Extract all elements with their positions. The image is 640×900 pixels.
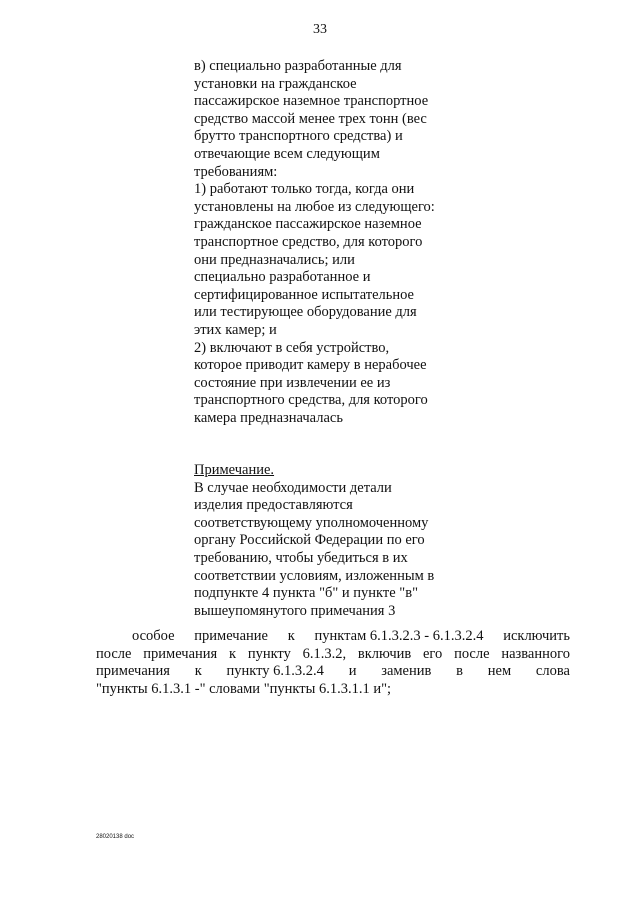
note-line: вышеупомянутого примечания 3 <box>194 602 396 619</box>
paragraph-line: пассажирское наземное транспортное <box>194 93 429 110</box>
word: и <box>348 663 357 680</box>
amendment-paragraph <box>96 628 570 698</box>
paragraph-line: транспортного средства, для которого <box>194 392 428 409</box>
word: после <box>454 645 490 662</box>
note-line: соответствующему уполномоченному <box>194 514 429 531</box>
word: к <box>194 663 202 680</box>
word: включив <box>357 645 412 662</box>
word: пункту 6.1.3.2.4 <box>226 663 324 680</box>
word: исключить <box>503 628 570 644</box>
note-line: соответствии условиям, изложенным в <box>194 567 435 584</box>
word: слова <box>535 663 570 680</box>
paragraph-line: 1) работают только тогда, когда они <box>194 181 415 198</box>
word: особое <box>132 628 175 644</box>
word: нем <box>487 663 512 680</box>
paragraph-line: этих камер; и <box>194 321 277 338</box>
word: пунктам 6.1.3.2.3 - 6.1.3.2.4 <box>314 628 484 644</box>
paragraph-line: требованиям: <box>194 163 278 180</box>
paragraph-line: 2) включают в себя устройство, <box>194 339 390 356</box>
amendment-line-2 <box>96 646 570 664</box>
word: 6.1.3.2, <box>302 645 347 662</box>
paragraph-line: установки на гражданское <box>194 75 357 92</box>
paragraph-line: состояние при извлечении ее из <box>194 374 391 391</box>
paragraph-line: они предназначались; или <box>194 251 355 268</box>
word: примечания <box>96 663 170 680</box>
document-code: 28020138 doc <box>96 834 135 840</box>
amendment-line-1 <box>96 628 570 646</box>
word: в <box>456 663 463 680</box>
paragraph-line: или тестирующее оборудование для <box>194 304 417 321</box>
word: примечания <box>143 645 218 662</box>
word: к <box>287 628 295 644</box>
note-line: изделия предоставляются <box>194 497 353 514</box>
word: к <box>228 645 237 662</box>
paragraph-line: установлены на любое из следующего: <box>194 198 435 215</box>
note-title: Примечание. <box>194 462 275 478</box>
note-line: подпункте 4 пункта "б" и пункте "в" <box>194 585 418 602</box>
paragraph-line: которое приводит камеру в нерабочее <box>194 357 427 374</box>
paragraph-line: сертифицированное испытательное <box>194 286 414 303</box>
note-line: органу Российской Федерации по его <box>194 532 425 549</box>
word: его <box>423 645 443 662</box>
paragraph-line: в) специально разработанные для <box>194 58 402 74</box>
paragraph-line: гражданское пассажирское наземное <box>194 216 422 233</box>
paragraph-c <box>194 58 494 427</box>
word: заменив <box>381 663 432 680</box>
note-block <box>194 462 494 620</box>
paragraph-line: транспортное средство, для которого <box>194 233 423 250</box>
word: примечание <box>194 628 268 644</box>
paragraph-line: специально разработанное и <box>194 269 371 286</box>
note-line: требованию, чтобы убедиться в их <box>194 549 408 566</box>
note-line: В случае необходимости детали <box>194 479 392 496</box>
paragraph-line: камера предназначалась <box>194 409 343 426</box>
amendment-line-4: "пункты 6.1.3.1 -" словами "пункты 6.1.3.1.1 и"; <box>96 680 392 697</box>
paragraph-line: брутто транспортного средства) и <box>194 128 403 145</box>
amendment-line-3 <box>96 663 570 681</box>
word: названного <box>501 645 570 662</box>
word: после <box>96 645 132 662</box>
word: пункту <box>247 645 291 662</box>
paragraph-line: средство массой менее трех тонн (вес <box>194 110 427 127</box>
paragraph-line: отвечающие всем следующим <box>194 145 380 162</box>
page-number: 33 <box>313 22 327 37</box>
